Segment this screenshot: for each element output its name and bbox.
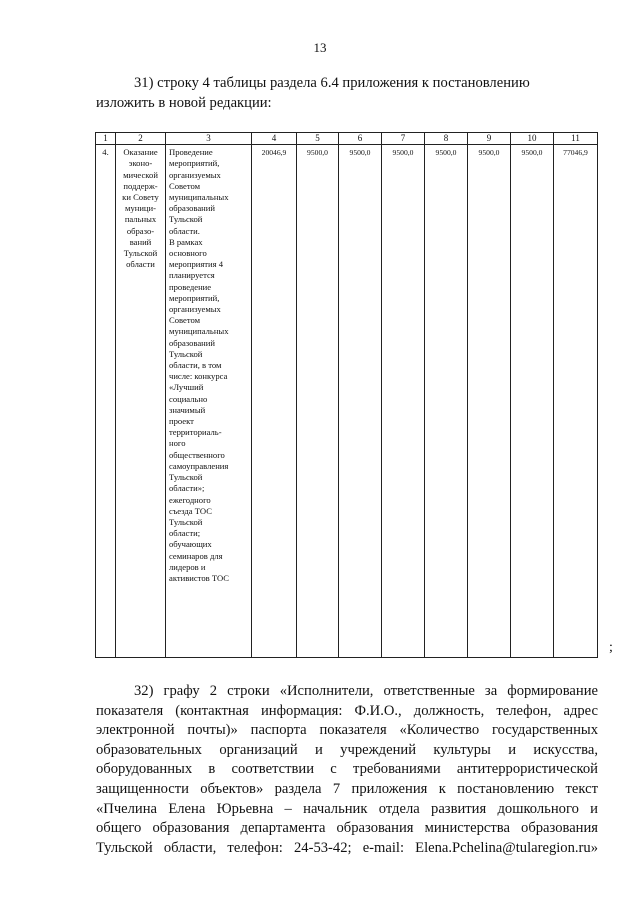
activity-description-line: планируется <box>169 270 215 281</box>
paragraph-32-line: оборудованных в соответствии с требованиями антитеррористической <box>96 761 598 778</box>
activity-description-line: активистов ТОС <box>169 572 230 583</box>
table-header-cell: 8 <box>425 133 468 145</box>
activity-name-line: поддерж- <box>123 180 158 191</box>
activity-name-line: Тульской <box>123 248 158 259</box>
paragraph-32-line: показателя (контактная информация: Ф.И.О., должность, телефон, адрес <box>96 702 598 719</box>
activity-description-line: Тульской <box>169 472 203 483</box>
activity-description-line: мероприятия 4 <box>169 259 224 270</box>
table-header-row <box>96 133 598 145</box>
value-cell: 9500,0 <box>468 145 511 658</box>
page-number: 13 <box>313 40 327 55</box>
activity-description-line: общественного <box>169 449 225 460</box>
activity-description-line: области; <box>169 528 201 539</box>
activity-description-line: Проведение <box>169 147 213 158</box>
activity-description-line: В рамках <box>169 236 203 247</box>
paragraph-32-line: защищенности объектов» раздела 7 приложения к постановлению текст <box>96 780 598 797</box>
table-header-cell: 7 <box>382 133 425 145</box>
activity-name-line: ваний <box>129 236 152 247</box>
activity-name-line: муници- <box>125 203 156 214</box>
activity-description-line: организуемых <box>169 304 221 315</box>
activity-description-line: ежегодного <box>169 494 211 505</box>
activity-description-line: Советом <box>169 315 201 326</box>
activity-description-line: числе: конкурса <box>169 371 228 382</box>
activity-description-line: области»; <box>169 483 205 494</box>
activity-description-line: Тульской <box>169 348 203 359</box>
activity-description-line: мероприятий, <box>169 158 220 169</box>
activity-description-line: семинаров для <box>169 550 223 561</box>
activity-description-line: организуемых <box>169 169 221 180</box>
table-header-cell: 4 <box>252 133 297 145</box>
activity-description-line: значимый <box>169 404 206 415</box>
paragraph-31 <box>96 74 598 113</box>
activity-description-line: области. <box>169 225 200 236</box>
activity-description-line: Советом <box>169 180 201 191</box>
paragraph-32-line: Тульской области, телефон: 24-53-42; e-mail: Elena.Pchelina@tularegion.ru» <box>96 839 598 856</box>
total-value-cell: 77046,9 <box>554 145 598 658</box>
activity-name-line: области <box>126 259 155 270</box>
activity-description-line: лидеров и <box>169 561 206 572</box>
table-header-cell: 2 <box>116 133 166 145</box>
paragraph-31-line-1: 31) строку 4 таблицы раздела 6.4 приложения к постановлению <box>134 75 530 91</box>
table-header-cell: 11 <box>554 133 598 145</box>
paragraph-32 <box>96 682 598 858</box>
activity-name-line: ки Совету <box>122 192 159 203</box>
table-header-cell: 10 <box>511 133 554 145</box>
activity-description-line: муниципальных <box>169 192 229 203</box>
activity-name-line: пальных <box>124 214 157 225</box>
activity-description-line: съезда ТОС <box>169 505 212 516</box>
activity-name-line: эконо- <box>128 158 153 169</box>
table-trailing-semicolon: ; <box>609 640 613 655</box>
row-number-cell: 4. <box>96 145 116 658</box>
activity-description-line: проведение <box>169 281 212 292</box>
activity-description-cell <box>166 145 252 658</box>
table-row <box>96 145 598 658</box>
paragraph-32-line: образовательных организаций и учреждений культуры и искусства, <box>96 741 598 758</box>
table-header-cell: 3 <box>166 133 252 145</box>
value-cell: 20046,9 <box>252 145 297 658</box>
value-cell: 9500,0 <box>382 145 425 658</box>
table-header-cell: 5 <box>297 133 339 145</box>
activity-description-line: ного <box>169 438 186 449</box>
value-cell: 9500,0 <box>511 145 554 658</box>
value-cell: 9500,0 <box>339 145 382 658</box>
table-header-cell: 9 <box>468 133 511 145</box>
activity-description-line: образований <box>169 203 215 214</box>
activity-description-line: образований <box>169 337 215 348</box>
activity-name-line: образо- <box>126 225 155 236</box>
activity-description-line: «Лучший <box>169 382 204 393</box>
value-cell: 9500,0 <box>297 145 339 658</box>
paragraph-32-line: общего образования департамента образования министерства образования <box>96 820 598 837</box>
activity-description-line: проект <box>169 416 194 427</box>
paragraph-32-line: электронной почты)» паспорта показателя «Количество государственных <box>96 722 598 739</box>
activity-name-line: мической <box>123 169 158 180</box>
activity-description-line: области, в том <box>169 360 222 371</box>
paragraph-31-line-2: изложить в новой редакции: <box>96 94 272 111</box>
activity-description-line: мероприятий, <box>169 292 220 303</box>
activity-description-line: муниципальных <box>169 326 229 337</box>
activity-description-line: Тульской <box>169 516 203 527</box>
activity-description-line: социально <box>169 393 208 404</box>
paragraph-32-line: 32) графу 2 строки «Исполнители, ответственные за формирование <box>134 683 598 699</box>
activity-description-line: обучающих <box>169 539 212 550</box>
table-header-cell: 6 <box>339 133 382 145</box>
activity-description-line: основного <box>169 248 207 259</box>
paragraph-32-line: «Пчелина Елена Юрьевна – начальник отдела развития дошкольного и <box>96 800 598 817</box>
activity-description-line: территориаль- <box>169 427 222 438</box>
activity-name-line: Оказание <box>123 147 158 158</box>
activity-name-cell <box>116 145 166 658</box>
activity-description-line: Тульской <box>169 214 203 225</box>
activity-description-line: самоуправления <box>169 460 229 471</box>
table-header-cell: 1 <box>96 133 116 145</box>
value-cell: 9500,0 <box>425 145 468 658</box>
amendment-table <box>95 132 598 658</box>
